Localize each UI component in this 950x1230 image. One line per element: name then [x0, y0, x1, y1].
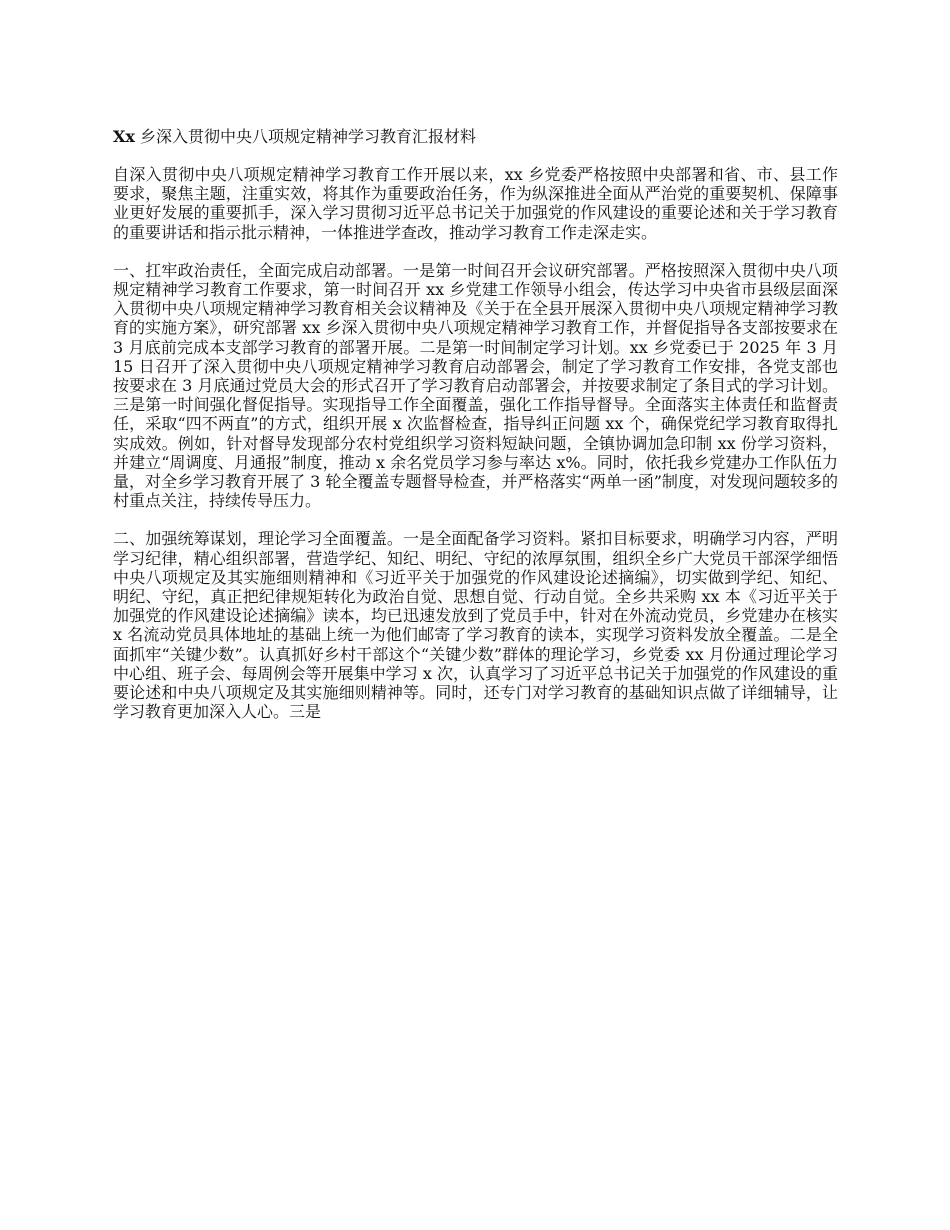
document-page [113, 120, 838, 740]
paragraph-intro: 自深入贯彻中央八项规定精神学习教育工作开展以来，xx 乡党委严格按照中央部署和省、市、县工作要求，聚焦主题，注重实效，将其作为重要政治任务，作为纵深推进全面从严治党的重要契机、保障事业更好发展的重要抓手，深入学习贯彻习近平总书记关于加强党的作风建设的重要论述和关于学习教育的重要讲话和指示批示精神，一体推进学查改，推动学习教育工作走深走实。 [113, 165, 838, 242]
document-title-lead: Xx [113, 127, 135, 146]
document-title-text: 乡深入贯彻中央八项规定精神学习教育汇报材料 [134, 127, 477, 146]
paragraph-section-two: 二、加强统筹谋划，理论学习全面覆盖。一是全面配备学习资料。紧扣目标要求，明确学习内容，严明学习纪律，精心组织部署，营造学纪、知纪、明纪、守纪的浓厚氛围，组织全乡广大党员干部深学细悟中央八项规定及其实施细则精神和《习近平关于加强党的作风建设论述摘编》，切实做到学纪、知纪、明纪、守纪，真正把纪律规矩转化为政治自觉、思想自觉、行动自觉。全乡共采购 xx 本《习近平关于加强党的作风建设论述摘编》读本，均已迅速发放到了党员手中，针对在外流动党员，乡党建办在核实 x 名流动党员具体地址的基础上统一为他们邮寄了学习教育的读本，实现学习资料发放全覆盖。二是全面抓牢“关键少数”。认真抓好乡村干部这个“关键少数”群体的理论学习，乡党委 xx 月份通过理论学习中心组、班子会、每周例会等开展集中学习 x 次，认真学习了习近平总书记关于加强党的作风建设的重要论述和中央八项规定及其实施细则精神等。同时，还专门对学习教育的基础知识点做了详细辅导，让学习教育更加深入人心。三是 [113, 529, 838, 722]
paragraph-section-one: 一、扛牢政治责任，全面完成启动部署。一是第一时间召开会议研究部署。严格按照深入贯彻中央八项规定精神学习教育工作要求，第一时间召开 xx 乡党建工作领导小组会，传达学习中央省市县级层面深入贯彻中央八项规定精神学习教育相关会议精神及《关于在全县开展深入贯彻中央八项规定精神学习教育的实施方案》，研究部署 xx 乡深入贯彻中央八项规定精神学习教育工作，并督促指导各支部按要求在 3 月底前完成本支部学习教育的部署开展。二是第一时间制定学习计划。xx 乡党委已于 2025 年 3 月 15 日召开了深入贯彻中央八项规定精神学习教育启动部署会，制定了学习教育工作安排，各党支部也按要求在 3 月底通过党员大会的形式召开了学习教育启动部署会，并按要求制定了条目式的学习计划。三是第一时间强化督促指导。实现指导工作全面覆盖，强化工作指导督导。全面落实主体责任和监督责任，采取“四不两直”的方式，组织开展 x 次监督检查，指导纠正问题 xx 个，确保党纪学习教育取得扎实成效。例如，针对督导发现部分农村党组织学习资料短缺问题，全镇协调加急印制 xx 份学习资料，并建立“周调度、月通报”制度，推动 x 余名党员学习参与率达 x%。同时，依托我乡党建办工作队伍力量，对全乡学习教育开展了 3 轮全覆盖专题督导检查，并严格落实“两单一函”制度，对发现问题较多的村重点关注，持续传导压力。 [113, 260, 838, 511]
document-title [113, 126, 838, 148]
